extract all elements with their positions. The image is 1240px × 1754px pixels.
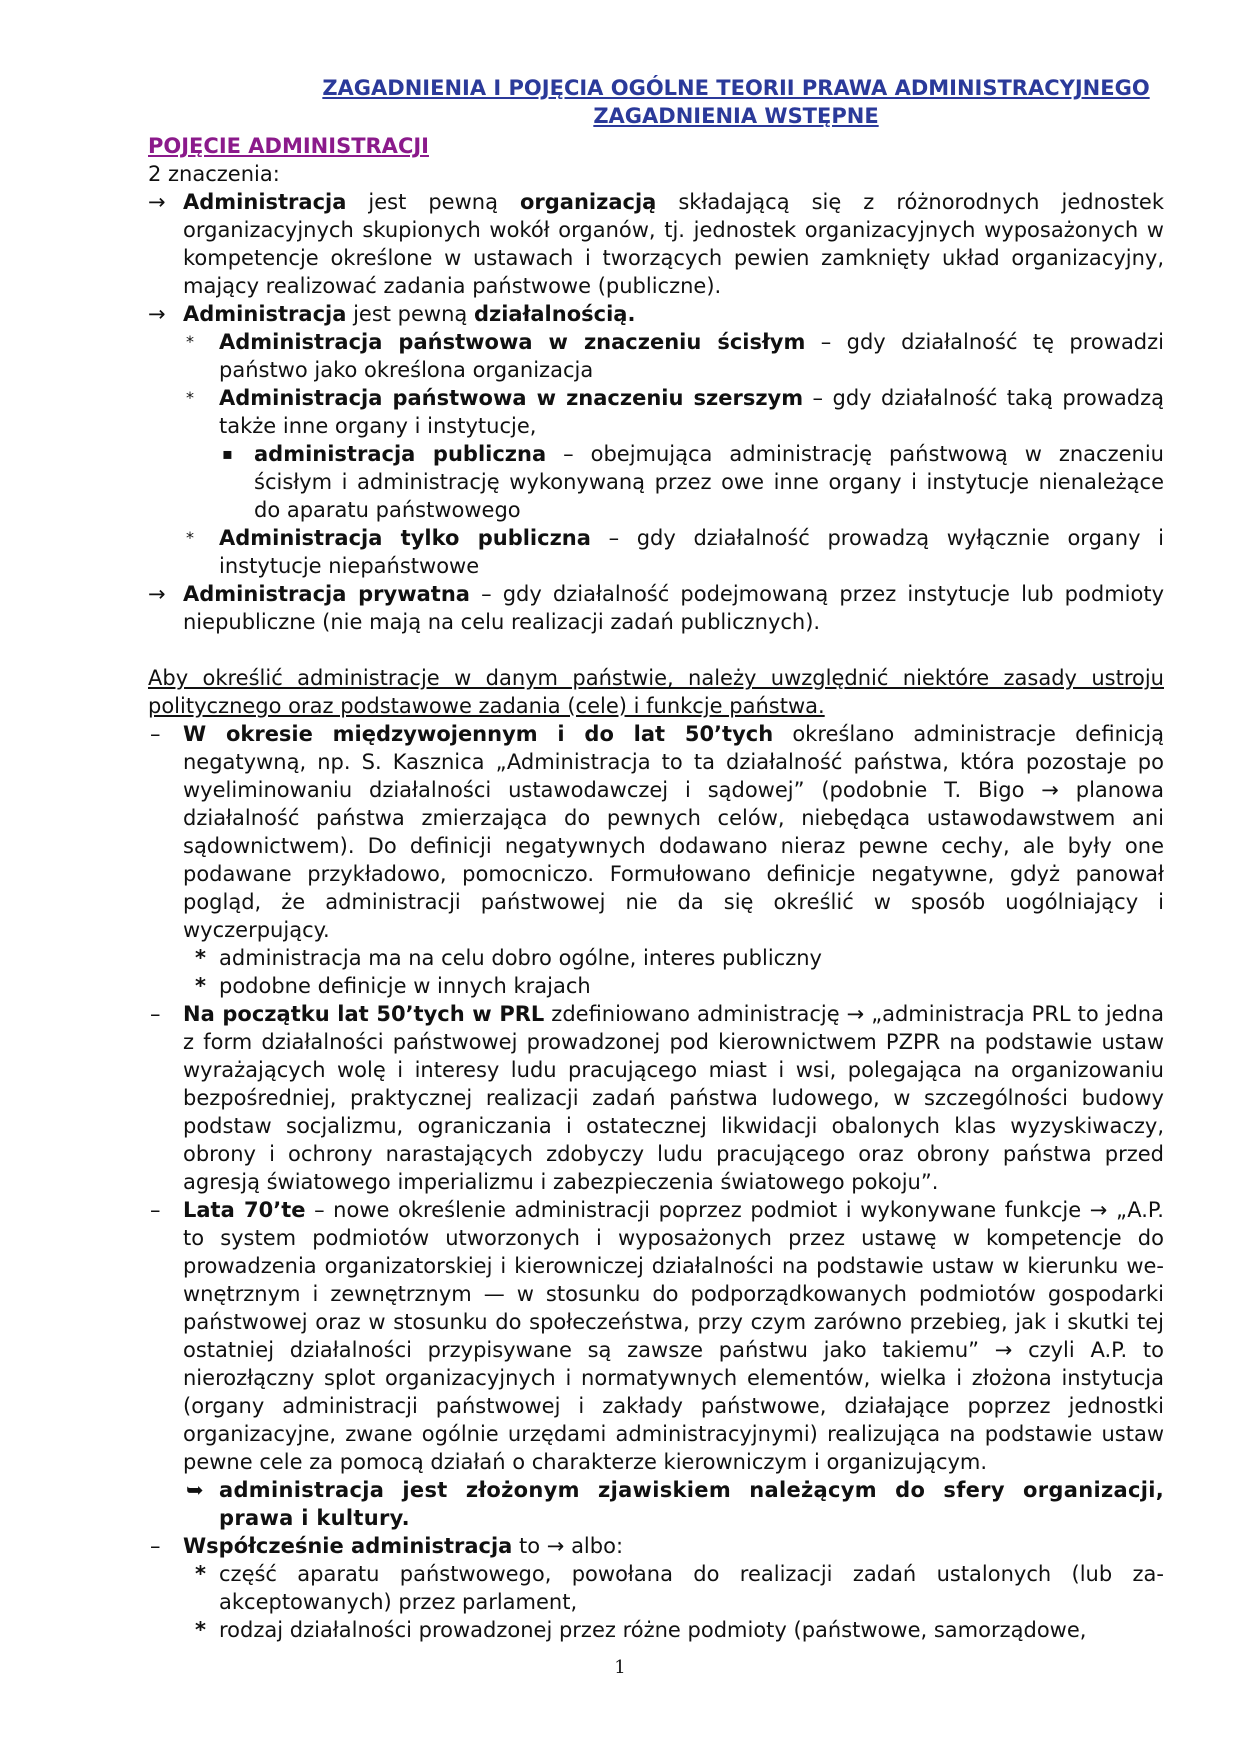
period-70s-conclusion [148,1476,1164,1532]
star-icon: * [186,332,194,351]
period-interwar-sub2 [148,972,1164,1000]
term: Administracja państwowa w znaczeniu szerszym [219,386,804,410]
period-contemporary-sub2 [148,1616,1164,1644]
star-icon: * [186,528,194,547]
text: jest pewną [346,190,520,214]
text: zdefiniowano administrację → „administracja PRL to jedna z form działalności państwowej prowadzonej pod kierownictwem PZPR na podstawie ustaw wyrażających wolę i interesy ludu pracującego miast i wsi, polegająca na organizowaniu bezpośredniej, praktycznej realizacji zadań państwa ludowego, w szczególności budowy podstaw socjalizmu, ograniczania i ostatecznej likwidacji obalonych klas wyzyskiwaczy, obrony i ochrony narastających zdobyczy ludu pracującego oraz obrony państwa przed agresją światowego imperializmu i zabezpieczenia światowego pokoju”. [183,1002,1164,1194]
meaning-item-organization [148,188,1164,300]
text: – gdy działalność tę prowadzi państwo jako określona organizacja [219,330,1164,382]
star-icon: * [186,388,194,407]
text: rodzaj działalności prowadzonej przez różne podmioty (państwowe, samorządowe, [219,1618,1087,1642]
period-contemporary-sub1 [148,1560,1164,1616]
term: Administracja prywatna [183,582,470,606]
square-bullet-icon: ▪ [222,444,233,463]
text: część aparatu państwowego, powołana do realizacji zadań ustalonych (lub za-akceptowanych) przez parlament, [219,1562,1164,1614]
period-interwar [148,720,1164,944]
hooked-arrow-icon: ➥ [186,1478,204,1502]
term: W okresie międzywojennym i do lat 50’tych [183,722,774,746]
term: Współcześnie administracja [183,1534,513,1558]
dash-bullet-icon: – [150,722,161,746]
section-heading: POJĘCIE ADMINISTRACJI [148,134,429,158]
section-intro: 2 znaczenia: [148,162,280,186]
subsubitem-public [148,440,1164,524]
term: Administracja [183,302,347,326]
term: Na początku lat 50’tych w PRL [183,1002,545,1026]
text: składającą się z różnorodnych jednostek organizacyjnych skupionych wokół organów, tj. jednostek organizacyjnych wyposażonych w kompetencje określone w ustawach i tworzących pewien zamknięty układ organizacyjny, mający realizować zadania państwowe (publiczne). [183,190,1164,298]
term: działalnością. [473,302,636,326]
spacer [148,636,1164,664]
dash-bullet-icon: – [150,1198,161,1222]
term: administracja publiczna [254,442,547,466]
star-icon: * [195,946,206,970]
term: Administracja [183,190,347,214]
page-content [148,74,1164,1644]
text: administracja ma na celu dobro ogólne, interes publiczny [219,946,822,970]
period-contemporary [148,1532,1164,1560]
arrow-icon: → [148,190,166,214]
period-prl-50s [148,1000,1164,1196]
text: podobne definicje w innych krajach [219,974,591,998]
text: – nowe określenie administracji poprzez podmiot i wykonywane funkcje → „A.P. to system podmiotów utworzonych i wyposażonych przez ustawę w kompetencje do prowadzenia organizatorskiej i kierowniczej działalności na podstawie ustaw w kierunku we-wnętrznym i zewnętrznym — w stosunku do podporządkowanych podmiotów gospodarki państwowej oraz w stosunku do społeczeństwa, przy czym zarówno przebieg, jak i skutki tej ostatniej działalności przypisywane są zawsze państwu jako takiemu” → czyli A.P. to nierozłączny splot organizacyjnych i normatywnych elementów, wielka i złożona instytucja (organy administracji państwowej i zakłady państwowe, działające poprzez jednostki organizacyjne, zwane ogólnie urzędami administracyjnymi) realizująca na podstawie ustaw pewne cele za pomocą działań o charakterze kierowniczym i organizującym. [183,1198,1164,1474]
text: określano administracje definicją negatywną, np. S. Kasznica „Administracja to ta działalność państwa, która pozostaje po wyeliminowaniu działalności ustawodawczej i sądowej” (podobnie T. Bigo → planowa działalność państwa zmierzająca do pewnych celów, niebędąca ustawodawstwem ani sądownictwem). Do definicji negatywnych dodawano nieraz pewne cechy, ale były one podawane przykładowo, pomocniczo. Formułowano definicje negatywne, gdyż panował pogląd, że administracji państwowej nie da się określić w sposób uogólniający i wyczerpujący. [183,722,1164,942]
text: jest pewną [346,302,474,326]
subitem-state-narrow [148,328,1164,384]
term: Lata 70’te [183,1198,306,1222]
page-number: 1 [614,1657,626,1678]
dash-bullet-icon: – [150,1002,161,1026]
text: – gdy działalność prowadzą wyłącznie organy i instytucje niepaństwowe [219,526,1164,578]
text: – gdy działalność taką prowadzą także inne organy i instytucje, [219,386,1164,438]
term: Administracja tylko publiczna [219,526,591,550]
meaning-item-activity [148,300,1164,328]
conclusion-text: administracja jest złożonym zjawiskiem należącym do sfery organizacji, prawa i kultury. [219,1478,1164,1530]
text: – obejmująca administrację państwową w znaczeniu ścisłym i administrację wykonywaną przez owe inne organy i instytucje nienależące do aparatu państwowego [254,442,1164,522]
star-icon: * [195,1562,206,1586]
period-70s [148,1196,1164,1476]
subitem-public-only [148,524,1164,580]
subitem-state-broad [148,384,1164,440]
note-paragraph: Aby określić administracje w danym państwie, należy uwzględnić niektóre zasady ustroju politycznego oraz podstawowe zadania (cele) i funkcje państwa. [148,666,1164,718]
document-subtitle: ZAGADNIENIA WSTĘPNE [593,104,879,128]
star-icon: * [195,974,206,998]
dash-bullet-icon: – [150,1534,161,1558]
arrow-icon: → [148,582,166,606]
period-interwar-sub1 [148,944,1164,972]
document-title: ZAGADNIENIA I POJĘCIA OGÓLNE TEORII PRAWA ADMINISTRACYJNEGO [322,76,1150,100]
text: – gdy działalność podejmowaną przez instytucje lub podmioty niepubliczne (nie mają na celu realizacji zadań publicznych). [183,582,1164,634]
term: organizacją [519,190,657,214]
term: Administracja państwowa w znaczeniu ścisłym [219,330,806,354]
meaning-item-private [148,580,1164,636]
star-icon: * [195,1618,206,1642]
text: to → albo: [512,1534,624,1558]
arrow-icon: → [148,302,166,326]
